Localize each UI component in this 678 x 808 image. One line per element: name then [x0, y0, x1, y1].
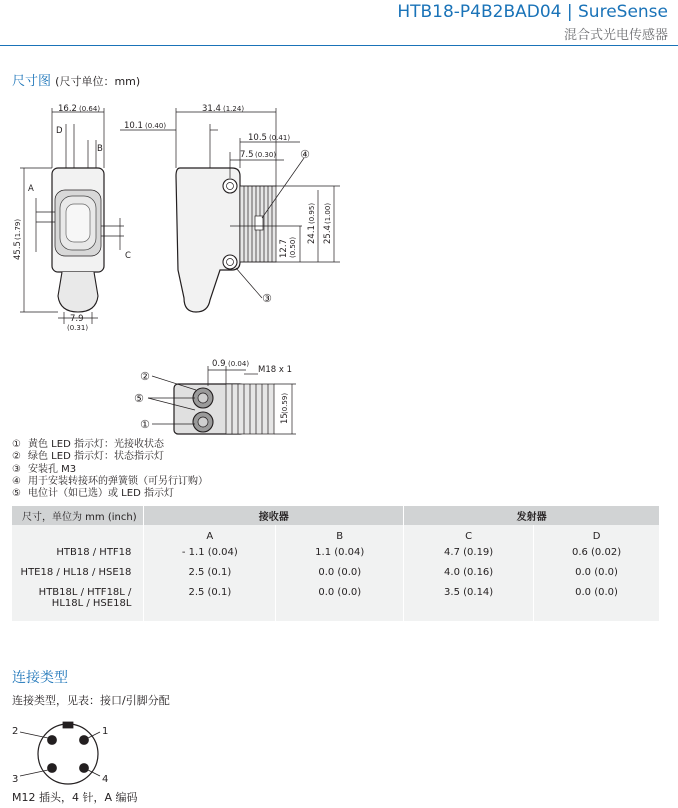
legend-item: ④ 用于安装转接环的弹簧锁（可另行订购） [12, 475, 208, 487]
pin-3 [48, 764, 57, 773]
callout-3: ③ [262, 292, 272, 305]
dim-bottom-width: 7.9 [70, 314, 84, 324]
dim-rear-gap: 0.9 [212, 359, 226, 369]
legend-item: ② 绿色 LED 指示灯：状态指示灯 [12, 451, 164, 463]
table-header-row [12, 506, 660, 525]
dim-height: 45.5 [13, 241, 23, 260]
dimensions-unit-note: (尺寸单位：mm) [55, 75, 141, 88]
dim-side-left-inch: (0.40) [145, 122, 167, 130]
cell-a: 2.5 (0.1) [144, 567, 276, 587]
callout-2: ② [140, 370, 150, 383]
pin-4 [80, 764, 89, 773]
dimension-drawing [0, 95, 678, 435]
dim-c-label: C [125, 251, 131, 261]
cell-c: 4.7 (0.19) [404, 547, 534, 567]
dim-side-h1-inch: (0.50) [289, 236, 297, 258]
dim-side-hole: 7.5 [240, 150, 254, 160]
dim-rear-height-inch: (0.59) [281, 392, 289, 414]
dim-a-label: A [28, 184, 34, 194]
header-divider [0, 45, 678, 46]
pin-label-2: 2 [12, 726, 19, 737]
pin-label-3: 3 [12, 774, 19, 785]
table-column-letters [12, 525, 660, 547]
dim-front-width: 16.2 [58, 104, 77, 114]
pin-1 [80, 736, 89, 745]
callout-5: ⑤ [134, 392, 144, 405]
dim-d-label: D [56, 126, 63, 136]
front-view [20, 108, 124, 324]
dim-side-h3-inch: (1.00) [324, 202, 332, 224]
dim-side-h2-inch: (0.95) [308, 202, 316, 224]
pin-2 [48, 736, 57, 745]
legend-item: ⑤ 电位计（如已选）或 LED 指示灯 [12, 488, 174, 500]
table-row [12, 587, 660, 621]
dim-rear-height: 15 [280, 413, 290, 424]
dim-side-h1: 12.7 [279, 239, 289, 258]
dim-side-thread-inch: (0.41) [269, 134, 291, 142]
col-c: C [404, 525, 534, 547]
dim-side-h3: 25.4 [323, 225, 333, 244]
callout-1: ① [140, 418, 150, 431]
legend [12, 439, 208, 500]
col-a: A [144, 525, 276, 547]
table-row [12, 547, 660, 567]
dimensions-table [12, 506, 660, 621]
connection-subtitle: 连接类型，见表：接口/引脚分配 [12, 694, 170, 707]
table-header-label: 尺寸，单位为 mm (inch) [12, 506, 144, 525]
dim-rear-gap-inch: (0.04) [228, 360, 250, 368]
dimensions-title: 尺寸图 [12, 74, 52, 89]
cell-d: 0.6 (0.02) [534, 547, 660, 567]
legend-item: ① 黄色 LED 指示灯：光接收状态 [12, 439, 164, 450]
dim-b-label: B [97, 144, 103, 154]
dim-side-hole-inch: (0.30) [255, 151, 277, 159]
dim-front-width-inch: (0.64) [79, 105, 101, 113]
table-header-receiver: 接收器 [144, 506, 404, 525]
dimensions-heading [12, 70, 140, 89]
cell-a: 2.5 (0.1) [144, 587, 276, 621]
side-view [120, 108, 340, 312]
dim-height-inch: (1.79) [14, 218, 22, 240]
row-name: HTB18L / HTF18L / HL18L / HSE18L [12, 587, 144, 621]
table-header-emitter: 发射器 [404, 506, 660, 525]
cell-b: 0.0 (0.0) [276, 567, 404, 587]
cell-a: - 1.1 (0.04) [144, 547, 276, 567]
row-name: HTE18 / HL18 / HSE18 [12, 567, 144, 587]
dim-side-h2: 24.1 [307, 225, 317, 244]
dim-bottom-width-inch: (0.31) [67, 324, 89, 332]
pin-label-1: 1 [102, 726, 109, 737]
row-name: HTB18 / HTF18 [12, 547, 144, 567]
page-title: HTB18-P4B2BAD04 | SureSense [397, 2, 668, 22]
dim-rear-thread: M18 x 1 [258, 365, 292, 375]
page-subtitle: 混合式光电传感器 [563, 28, 668, 43]
dim-side-left: 10.1 [124, 121, 143, 131]
dim-side-total: 31.4 [202, 104, 221, 114]
col-b: B [276, 525, 404, 547]
cell-b: 1.1 (0.04) [276, 547, 404, 567]
callout-4: ④ [300, 148, 310, 161]
cell-c: 3.5 (0.14) [404, 587, 534, 621]
legend-item: ③ 安装孔 M3 [12, 463, 77, 475]
cell-d: 0.0 (0.0) [534, 567, 660, 587]
cell-d: 0.0 (0.0) [534, 587, 660, 621]
m12-pinout-diagram [0, 712, 140, 788]
cell-c: 4.0 (0.16) [404, 567, 534, 587]
cell-b: 0.0 (0.0) [276, 587, 404, 621]
dim-side-thread: 10.5 [248, 133, 267, 143]
connection-caption: M12 插头，4 针，A 编码 [12, 791, 138, 804]
dim-side-total-inch: (1.24) [223, 105, 245, 113]
connection-title: 连接类型 [12, 670, 68, 686]
pin-label-4: 4 [102, 774, 109, 785]
col-d: D [534, 525, 660, 547]
table-row [12, 567, 660, 587]
rear-view [148, 366, 296, 434]
